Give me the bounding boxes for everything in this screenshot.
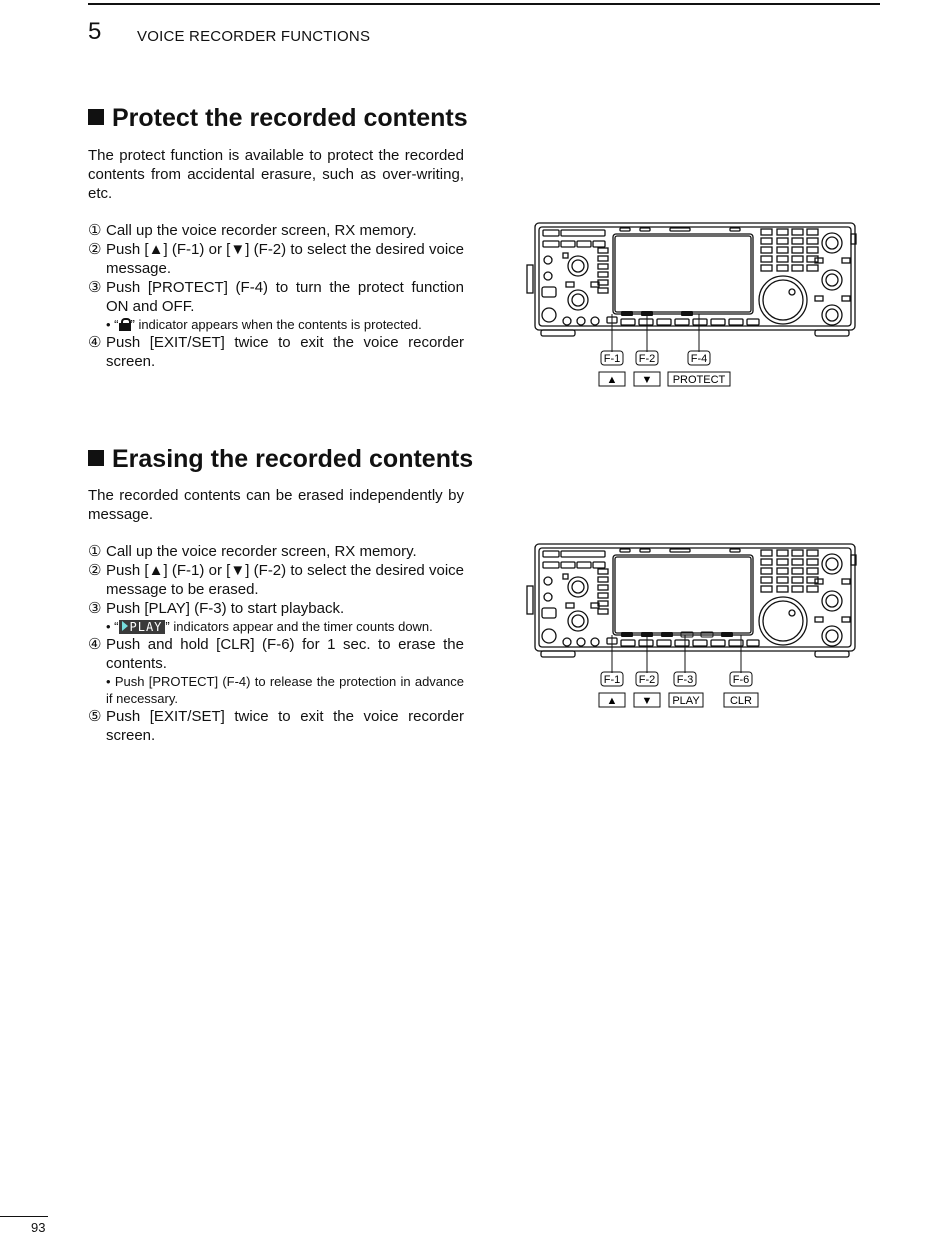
step-1: ① Call up the voice recorder screen, RX memory. [88, 222, 417, 239]
key-label-f1: F-1 [603, 353, 621, 365]
func-label-play: PLAY [672, 695, 700, 707]
protect-note: • “ ” indicator appears when the contents is protected. [106, 317, 422, 332]
step-5: ⑤ Push [EXIT/SET] twice to exit the voice recorder screen. [88, 708, 464, 744]
key-label-f2: F-2 [638, 353, 656, 365]
func-label-down: ▼ [641, 695, 653, 707]
play-indicator: PLAY [119, 620, 166, 634]
lock-icon [119, 318, 131, 330]
protect-release-note: • Push [PROTECT] (F-4) to release the protection in advance if necessary. [106, 674, 464, 706]
step-1: ① Call up the voice recorder screen, RX memory. [88, 543, 417, 560]
chapter-title: VOICE RECORDER FUNCTIONS [137, 28, 371, 45]
protect-steps [88, 221, 464, 371]
func-label-down: ▼ [641, 374, 653, 386]
func-label-clr: CLR [729, 695, 753, 707]
key-label-f1: F-1 [603, 674, 621, 686]
key-label-f3: F-3 [676, 674, 694, 686]
chapter-number: 5 [88, 18, 102, 45]
page-number: 93 [31, 1220, 46, 1235]
erase-intro: The recorded contents can be erased independently by message. [88, 487, 464, 523]
step-2: ② Push [▲] (F-1) or [▼] (F-2) to select the desired voice message. [88, 241, 464, 277]
transceiver-diagram-erase [525, 541, 865, 713]
erase-steps [88, 542, 464, 745]
step-3: ③ Push [PLAY] (F-3) to start playback. [88, 600, 345, 617]
key-label-f2: F-2 [638, 674, 656, 686]
protect-intro: The protect function is available to protect the recorded contents from accidental erasure, such as over-writing, etc. [88, 147, 464, 202]
step-4: ④ Push and hold [CLR] (F-6) for 1 sec. to erase the contents. [88, 636, 464, 672]
step-3: ③ Push [PROTECT] (F-4) to turn the protect function ON and OFF. [88, 279, 464, 315]
square-bullet-icon [88, 450, 104, 466]
func-label-up: ▲ [606, 695, 618, 707]
step-2: ② Push [▲] (F-1) or [▼] (F-2) to select the desired voice message to be erased. [88, 562, 464, 598]
key-label-f4: F-4 [690, 353, 708, 365]
footer-rule [0, 1216, 48, 1217]
section-title-protect: Protect the recorded contents [88, 104, 468, 133]
section-title-erase: Erasing the recorded contents [88, 445, 473, 474]
transceiver-diagram-protect [525, 220, 865, 392]
top-rule [88, 3, 880, 5]
square-bullet-icon [88, 109, 104, 125]
play-icon [122, 621, 128, 631]
func-label-protect: PROTECT [672, 374, 726, 386]
step-4: ④ Push [EXIT/SET] twice to exit the voice recorder screen. [88, 334, 464, 370]
func-label-up: ▲ [606, 374, 618, 386]
key-label-f6: F-6 [732, 674, 750, 686]
play-note: • “ PLAY ” indicators appear and the timer counts down. [106, 619, 433, 634]
